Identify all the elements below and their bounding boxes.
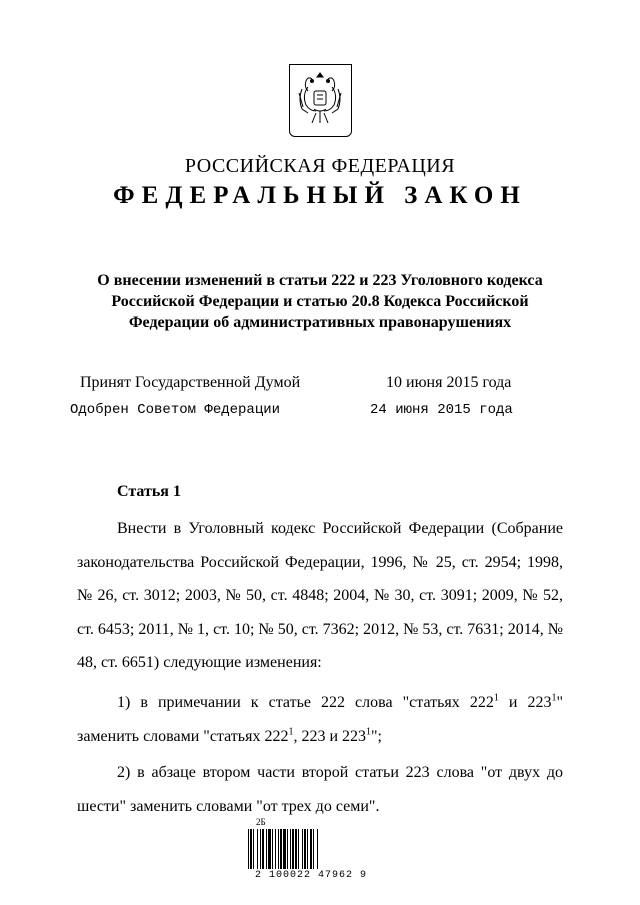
barcode-bar — [280, 829, 282, 869]
registration-stamp: 2Б — [256, 817, 266, 827]
barcode-bar — [310, 829, 312, 869]
barcode-bar — [302, 829, 303, 869]
barcode-bar — [250, 829, 252, 869]
duma-adoption-label: Принят Государственной Думой — [80, 374, 301, 391]
barcode-bar — [275, 829, 276, 869]
barcode-bar — [260, 829, 261, 869]
article-intro: Внести в Уголовный кодекс Российской Федерации (Собрание законодательства Российской Федерации, 1996, № 25, ст. 2954; 1998, № 26, ст. 3012; 2003, № 50, ст. 4848; 2004, № 30, ст. 3091; 2009, № 52, ст. 6453; 2011, № 1, ст. 10; № 50, ст. 7362; 2012, № 53, ст. 7631; 2014, № 48, ст. 6651) следующие изменения: — [77, 520, 563, 671]
barcode-bar — [287, 829, 288, 869]
barcode-bar — [253, 829, 254, 869]
subject-line: О внесении изменений в статьи 222 и 223 Уголовного кодекса — [97, 272, 543, 289]
superscript: 1 — [366, 726, 371, 738]
superscript: 1 — [493, 692, 499, 704]
barcode-bar — [266, 829, 267, 869]
barcode-bar — [313, 829, 314, 869]
document-type-title: ФЕДЕРАЛЬНЫЙ ЗАКОН — [113, 182, 527, 209]
barcode-bar — [262, 829, 264, 869]
article-item-2: 2) в абзаце втором части второй статьи 223 слова "от двух до шести" заменить словами "от трех до семи". — [77, 764, 563, 815]
barcode-bar — [257, 829, 258, 869]
barcode-bar — [292, 829, 294, 869]
barcode-bar — [272, 829, 273, 869]
subject-line: Российской Федерации и статью 20.8 Кодекса Российской — [111, 293, 529, 310]
country-title: РОССИЙСКАЯ ФЕДЕРАЦИЯ — [184, 155, 456, 177]
council-approval-label: Одобрен Советом Федерации — [70, 402, 281, 418]
barcode-bar — [290, 829, 291, 869]
barcode-bar — [304, 829, 306, 869]
barcode-bar — [298, 829, 299, 869]
duma-adoption-date: 10 июня 2015 года — [386, 374, 512, 391]
state-emblem-icon — [289, 64, 352, 137]
item-text: и 223 — [498, 694, 552, 711]
barcode-bar — [283, 829, 286, 869]
item-text: , 223 и 223 — [293, 727, 366, 745]
superscript: 1 — [551, 692, 557, 704]
barcode-bar — [317, 829, 318, 869]
barcode — [246, 829, 376, 871]
superscript: 1 — [288, 726, 294, 738]
subject-line: Федерации об административных правонарушениях — [128, 314, 512, 331]
barcode-bar — [248, 829, 249, 869]
item-text: " заменить словами "статьях 222 — [77, 694, 564, 745]
barcode-bar — [278, 829, 279, 869]
article-heading: Статья 1 — [117, 483, 181, 500]
barcode-bar — [295, 829, 297, 869]
article-item-1 — [77, 686, 563, 753]
barcode-bar — [307, 829, 308, 869]
item-text: 1) в примечании к статье 222 слова "статьях 222 — [117, 694, 494, 711]
item-text: "; — [371, 727, 382, 745]
barcode-bar — [268, 829, 271, 869]
council-approval-date: 24 июня 2015 года — [370, 402, 513, 418]
barcode-number: 2 100022 47962 9 — [255, 870, 368, 881]
law-subject — [70, 270, 570, 333]
